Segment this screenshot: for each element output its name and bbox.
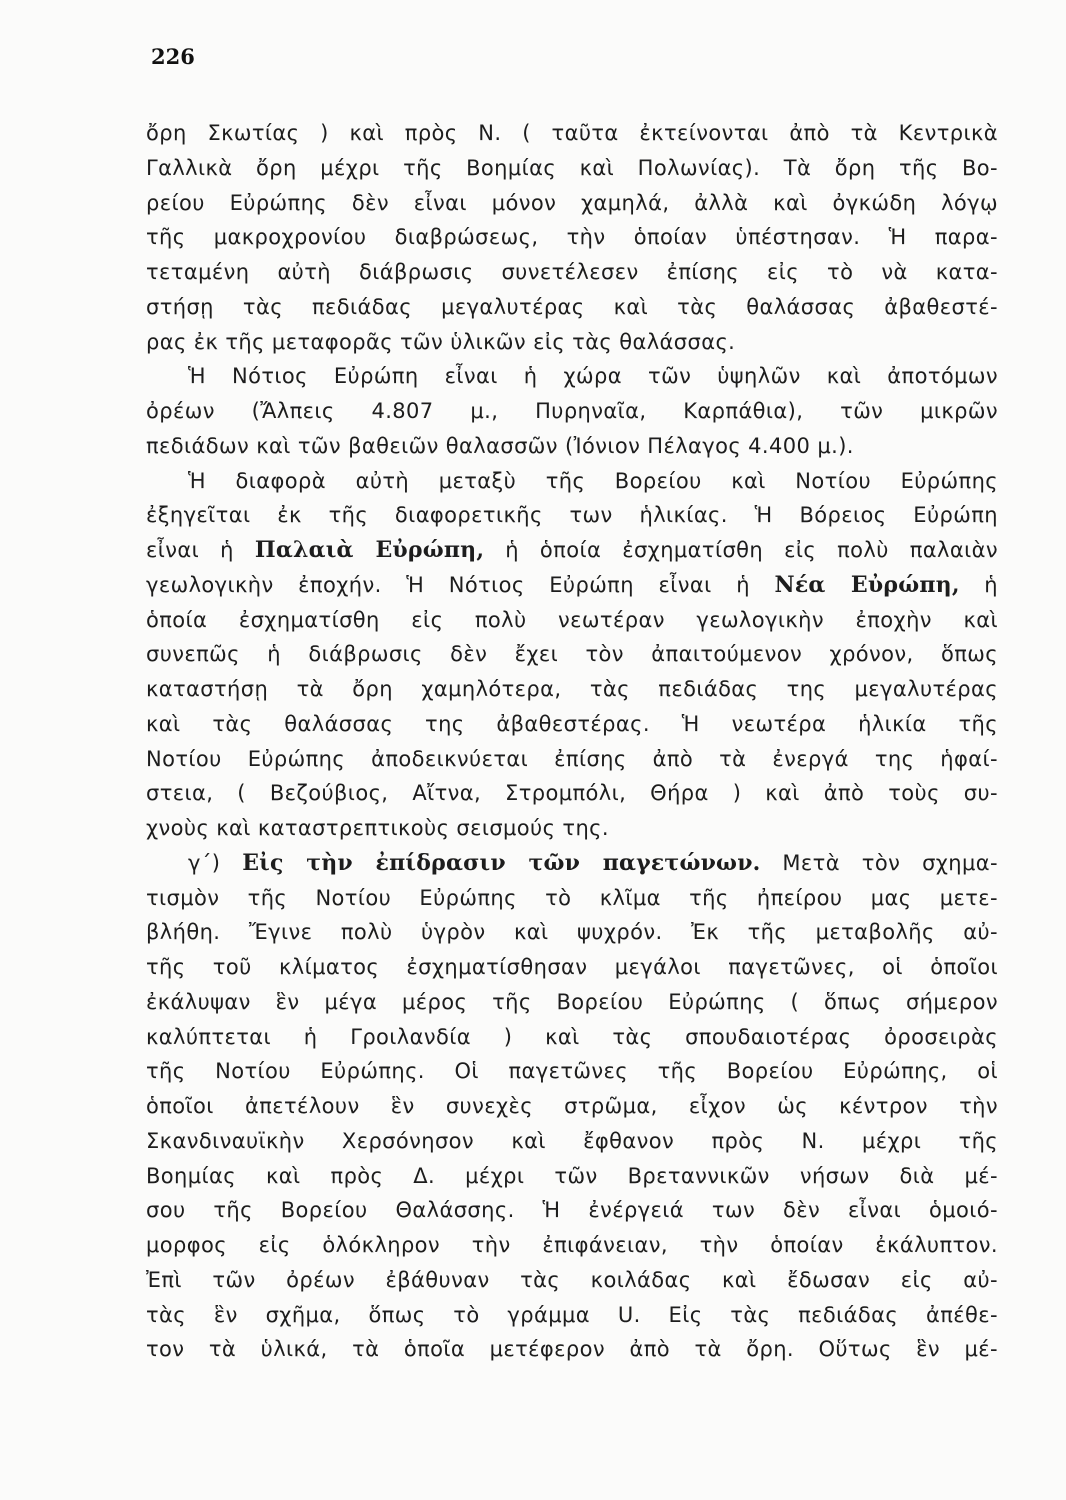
line-text: πεδιάδων καὶ τῶν βαθειῶν θαλασσῶν (Ἰόνιον Πέλαγος 4.400 μ.). [146,433,854,458]
line-text: Ἐπὶ τῶν ὀρέων ἐβάθυναν τὰς κοιλάδας καὶ ἔδωσαν εἰς αὐ- [146,1267,998,1292]
text-line [146,846,998,881]
text-line [146,950,998,985]
text-line [146,672,998,707]
text-line [146,1193,998,1228]
text-line [146,637,998,672]
line-text: Γαλλικὰ ὄρη μέχρι τῆς Βοημίας καὶ Πολωνίας). Τὰ ὄρη τῆς Βο- [146,155,998,180]
text-line [146,498,998,533]
text-line [146,742,998,777]
line-text: σου τῆς Βορείου Θαλάσσης. Ἡ ἐνέργειά των δὲν εἶναι ὁμοιό- [146,1198,998,1223]
line-text: τὰς ἓν σχῆμα, ὅπως τὸ γράμμα U. Εἰς τὰς πεδιάδας ἀπέθε- [146,1302,998,1327]
line-text: συνεπῶς ἡ διάβρωσις δὲν ἔχει τὸν ἀπαιτούμενον χρόνον, ὅπως [146,642,998,667]
text-line [146,429,998,464]
text-line [146,533,998,568]
line-text: ὁποῖοι ἀπετέλουν ἓν συνεχὲς στρῶμα, εἶχον ὡς κέντρον τὴν [146,1094,998,1118]
line-text: ὀρέων (Ἄλπεις 4.807 μ., Πυρηναῖα, Καρπάθια), τῶν μικρῶν [146,399,998,423]
text-line [146,776,998,811]
line-text: τισμὸν τῆς Νοτίου Εὐρώπης τὸ κλῖμα τῆς ἠπείρου μας μετε- [146,885,998,910]
text-line [146,1020,998,1055]
page-number: 226 [151,44,195,69]
line-text: Μετὰ τὸν σχημα- [760,850,998,875]
text-line [146,359,998,394]
line-text: ἐκάλυψαν ἓν μέγα μέρος τῆς Βορείου Εὐρώπης ( ὅπως σήμερον [146,989,998,1014]
text-line [146,1228,998,1263]
line-text: καταστήσῃ τὰ ὄρη χαμηλότερα, τὰς πεδιάδας της μεγαλυτέρας [146,677,998,701]
line-text: μορφος εἰς ὁλόκληρον τὴν ἐπιφάνειαν, τὴν ὁποίαν ἐκάλυπτον. [146,1233,998,1257]
text-line [146,255,998,290]
line-text: βλήθη. Ἔγινε πολὺ ὑγρὸν καὶ ψυχρόν. Ἐκ τῆς μεταβολῆς αὐ- [146,920,998,945]
line-text: εἶναι ἡ [146,538,255,562]
text-line [146,707,998,742]
text-line [146,220,998,255]
line-text: τῆς μακροχρονίου διαβρώσεως, τὴν ὁποίαν ὑπέστησαν. Ἡ παρα- [146,225,998,250]
text-line [146,603,998,638]
text-line [146,811,998,846]
text-line [146,1054,998,1089]
line-text: Σκανδιναυϊκὴν Χερσόνησον καὶ ἔφθανον πρὸς Ν. μέχρι τῆς [146,1128,998,1153]
text-line [146,1332,998,1367]
text-line [146,394,998,429]
line-text: γεωλογικὴν ἐποχήν. Ἡ Νότιος Εὐρώπη εἶναι ἡ [146,572,775,597]
text-line [146,985,998,1020]
line-text: στεια, ( Βεζούβιος, Αἴτνα, Στρομπόλι, Θήρα ) καὶ ἀπὸ τοὺς συ- [146,781,998,806]
line-text: τον τὰ ὑλικά, τὰ ὁποῖα μετέφερον ἀπὸ τὰ ὄρη. Οὕτως ἓν μέ- [146,1337,998,1362]
body-text [146,116,998,1367]
text-line [146,1089,998,1124]
text-line [146,151,998,186]
line-text: τῆς τοῦ κλίματος ἐσχηματίσθησαν μεγάλοι παγετῶνες, οἱ ὁποῖοι [146,955,998,979]
emphasis-term: Εἰς τὴν ἐπίδρασιν τῶν παγετώνων. [242,849,761,876]
line-text: ρείου Εὐρώπης δὲν εἶναι μόνον χαμηλά, ἀλλὰ καὶ ὀγκώδη λόγῳ [146,190,998,215]
text-line [146,1263,998,1298]
text-line [146,915,998,950]
text-line [146,1124,998,1159]
line-text: ἡ [959,572,998,597]
line-text: Ἡ Νότιος Εὐρώπη εἶναι ἡ χώρα τῶν ὑψηλῶν καὶ ἀποτόμων [188,364,998,389]
text-line [146,1159,998,1194]
text-line [146,568,998,603]
text-line [146,186,998,221]
line-text: τεταμένη αὐτὴ διάβρωσις συνετέλεσεν ἐπίσης εἰς τὸ νὰ κατα- [146,260,998,284]
line-text: ἐξηγεῖται ἐκ τῆς διαφορετικῆς των ἡλικίας. Ἡ Βόρειος Εὐρώπη [146,503,998,528]
emphasis-term: Παλαιὰ Εὐρώπη, [254,537,485,563]
line-text: Ἡ διαφορὰ αὐτὴ μεταξὺ τῆς Βορείου καὶ Νοτίου Εὐρώπης [188,468,998,493]
line-text: ρας ἐκ τῆς μεταφορᾶς τῶν ὑλικῶν εἰς τὰς θαλάσσας. [146,329,736,354]
line-text: ἡ ὁποία ἐσχηματίσθη εἰς πολὺ παλαιὰν [484,538,998,562]
text-line [146,325,998,360]
line-text: γ΄) [188,850,243,875]
emphasis-term: Νέα Εὐρώπη, [774,571,960,598]
line-text: χνοὺς καὶ καταστρεπτικοὺς σεισμούς της. [146,816,609,840]
line-text: καὶ τὰς θαλάσσας της ἀβαθεστέρας. Ἡ νεωτέρα ἡλικία τῆς [146,711,998,736]
line-text: Νοτίου Εὐρώπης ἀποδεικνύεται ἐπίσης ἀπὸ τὰ ἐνεργά της ἡφαί- [146,746,998,771]
line-text: ὄρη Σκωτίας ) καὶ πρὸς Ν. ( ταῦτα ἐκτείνονται ἀπὸ τὰ Κεντρικὰ [146,121,998,145]
text-line [146,290,998,325]
line-text: Βοημίας καὶ πρὸς Δ. μέχρι τῶν Βρεταννικῶν νήσων διὰ μέ- [146,1163,998,1188]
line-text: καλύπτεται ἡ Γροιλανδία ) καὶ τὰς σπουδαιοτέρας ὀροσειρὰς [146,1024,998,1049]
line-text: ὁποία ἐσχηματίσθη εἰς πολὺ νεωτέραν γεωλογικὴν ἐποχὴν καὶ [146,607,998,632]
line-text: στήσῃ τὰς πεδιάδας μεγαλυτέρας καὶ τὰς θαλάσσας ἀβαθεστέ- [146,294,998,319]
text-line [146,116,998,151]
line-text: τῆς Νοτίου Εὐρώπης. Οἱ παγετῶνες τῆς Βορείου Εὐρώπης, οἱ [146,1059,998,1084]
text-line [146,881,998,916]
text-line [146,1298,998,1333]
text-line [146,464,998,499]
